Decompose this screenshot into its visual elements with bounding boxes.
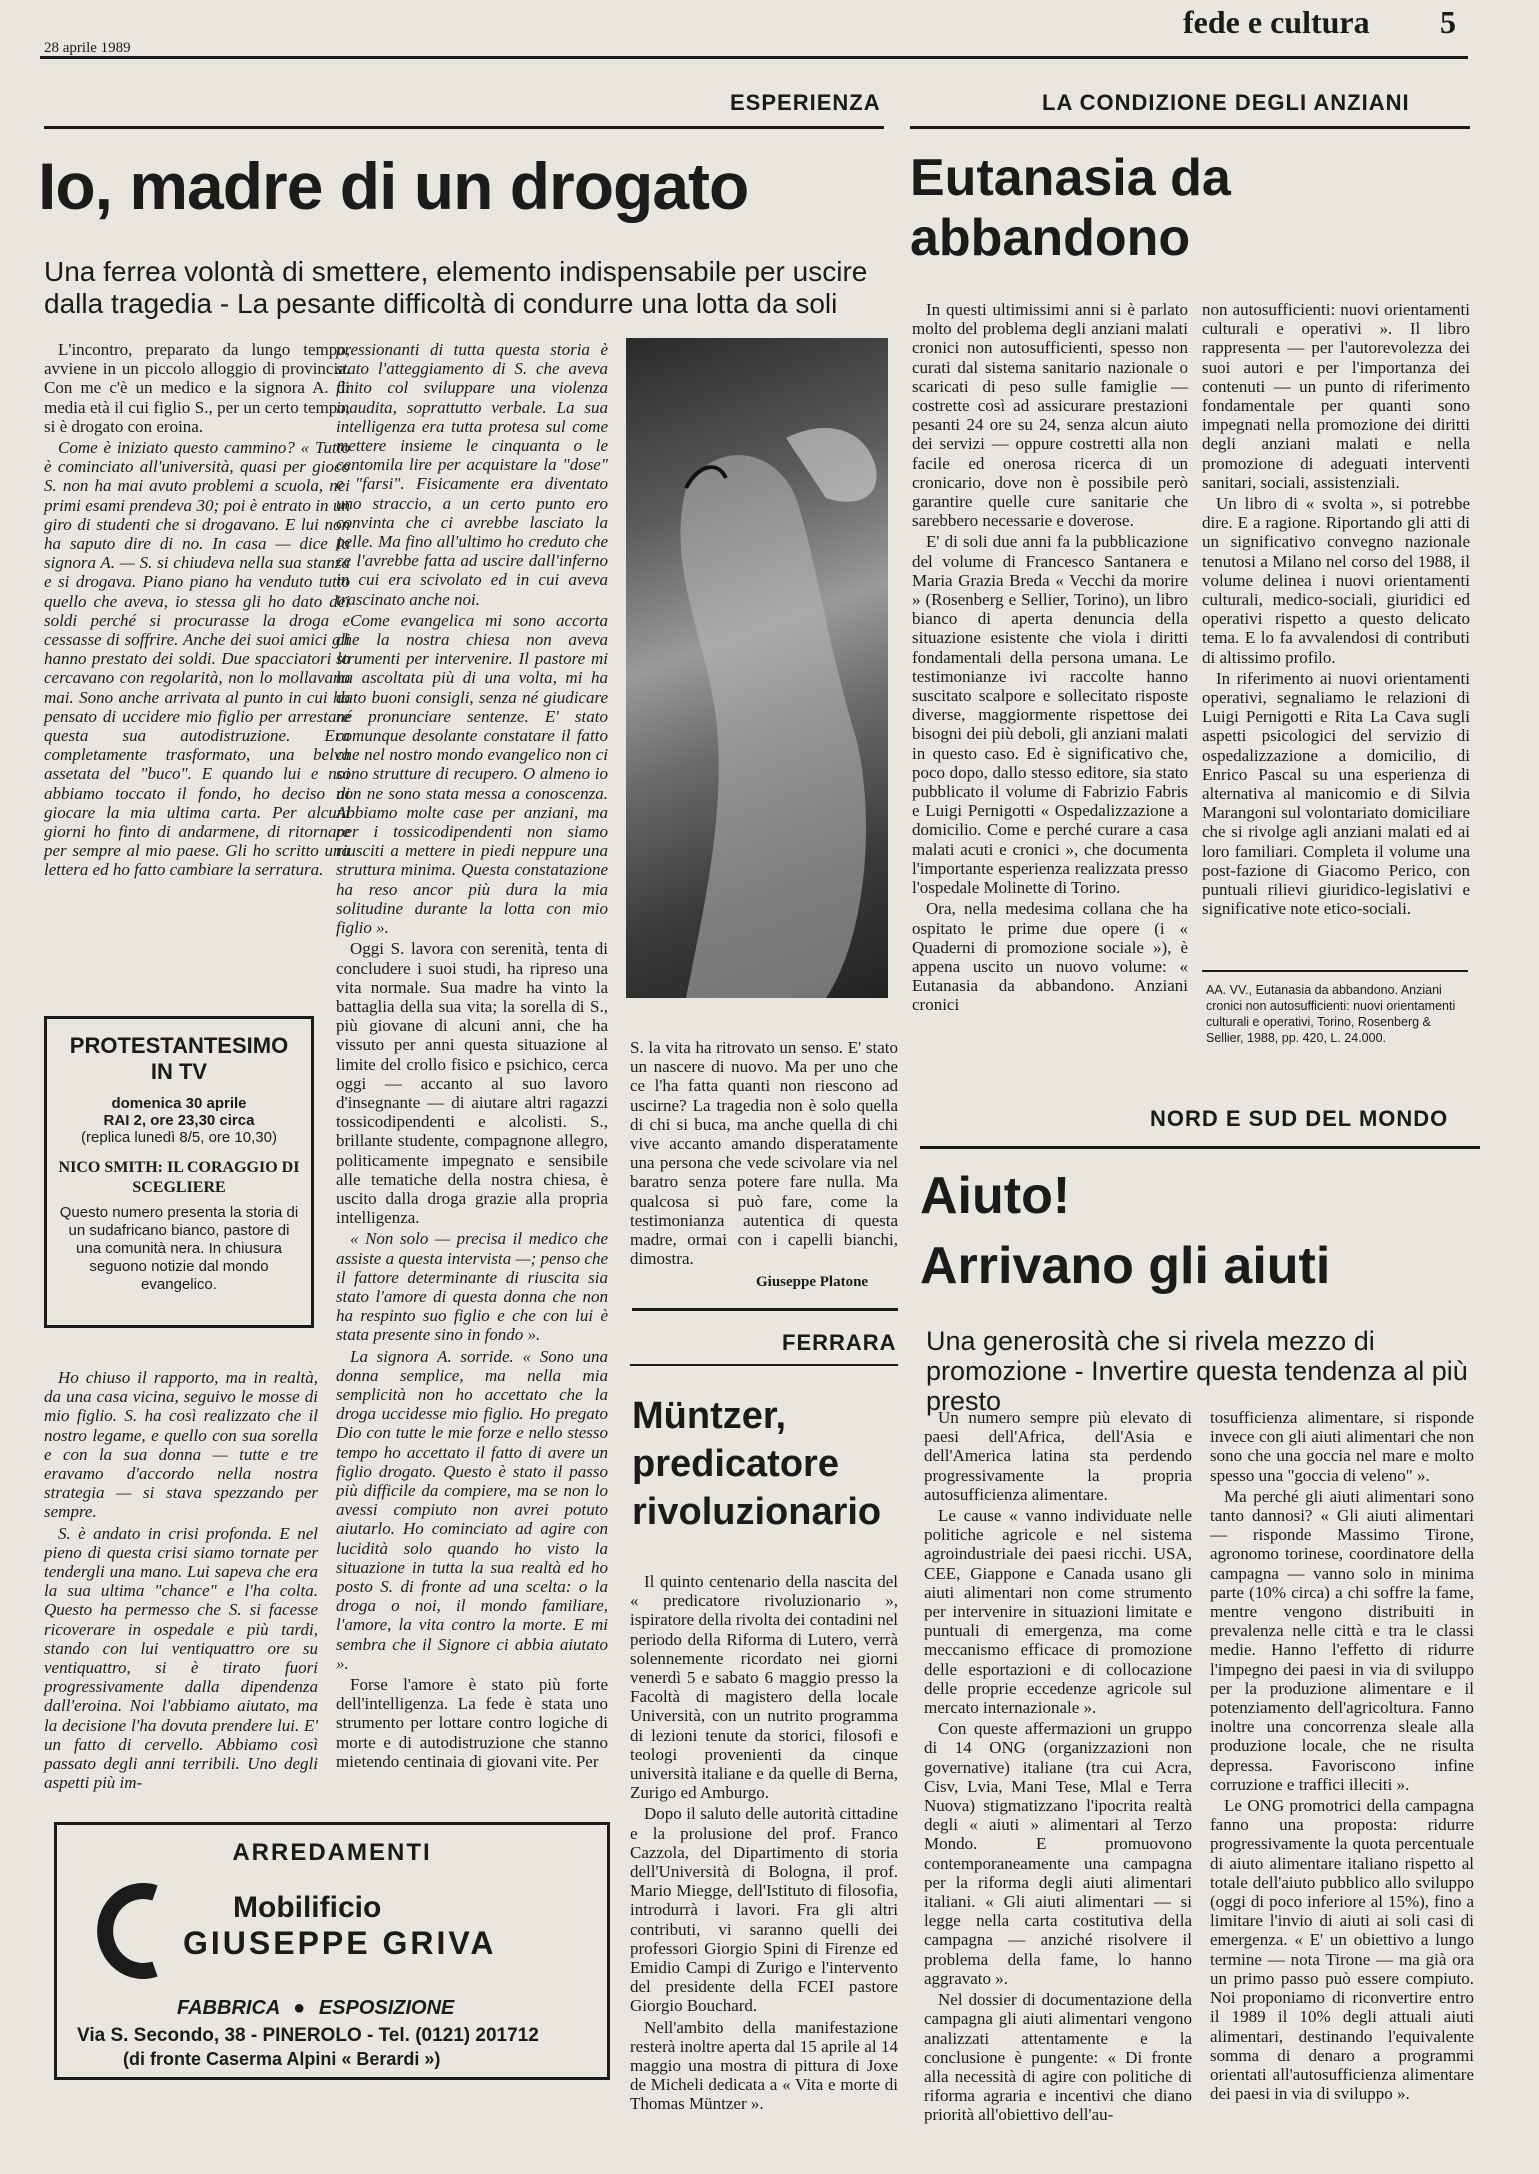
aiuto-title-1: Aiuto! <box>920 1167 1071 1225</box>
paragraph: Come evangelica mi sono accorta che la nostra chiesa non aveva strumenti per intervenire. Il pastore mi ha ascoltata più di una volta, mi ha dato buoni consigli, senza né giudicare né pronunciare sentenze. E' stato comunque desolante constatare il fatto che nel nostro mondo evangelico non ci sono strutture di recupero. O almeno io non ne sono stata messa a conoscenza. Abbiamo molte case per anziani, ma per i tossicodipendenti non siamo riusciti a mettere in piedi neppure una struttura minima. Questa constatazione ha reso ancor più dura la mia solitudine durante la lotta con mio figlio ». <box>336 610 608 938</box>
paragraph: Con queste affermazioni un gruppo di 14 ONG (organizzazioni non governative) italiane (tra cui Acra, Cisv, Lvia, Mani Tese, Mlal e Terra Nuova) stigmatizzano l'ipocrita realtà degli « aiuti » alimentari al Terzo Mondo. E promuovono contemporaneamente una campagna per la riforma degli aiuti alimentari italiani. « Gli aiuti alimentari — si legge nella carta costitutiva della campagna — anziché risolvere il problema della fame, lo hanno aggravato ». <box>924 1719 1192 1988</box>
kicker-rule <box>44 126 884 129</box>
article-column-3 <box>630 1038 898 1270</box>
paragraph: tosufficienza alimentare, si risponde invece con gli aiuti alimentari che non sono che una goccia nel mare e molto spesso una "goccia di veleno" ». <box>1210 1408 1474 1485</box>
tv-program-title: NICO SMITH: IL CORAGGIO DI SCEGLIERE <box>58 1159 300 1196</box>
ad-address: Via S. Secondo, 38 - PINEROLO - Tel. (0121) 201712 <box>77 2025 539 2046</box>
hand-photo-illustration <box>626 338 888 998</box>
tv-box-date: domenica 30 aprile <box>111 1095 247 1112</box>
paragraph: Ma perché gli aiuti alimentari sono tanto dannosi? « Gli aiuti alimentari — risponde Massimo Tirone, agronomo torinese, coordinatore della campagna — vanno solo in minima parte (10% circa) a chi soffre la fame, mentre vengono distribuiti in prevalenza nelle città e tra le classi medie. Hanno l'effetto di ridurre l'impegno dei paesi in via di sviluppo per la produzione alimentare e il potenziamento dell'agricoltura. Fanno inoltre una concorrenza sleale alla produzione locale, che ne risulta depressa. Favoriscono infine corruzione e traffici illeciti ». <box>1210 1486 1474 1794</box>
tv-box-replica: (replica lunedì 8/5, ore 10,30) <box>81 1129 277 1146</box>
aiuto-title-2: Arrivano gli aiuti <box>920 1237 1331 1295</box>
paragraph: Un libro di « svolta », si potrebbe dire. E a ragione. Riportando gli atti di un significativo convegno nazionale tenutosi a Milano nel corso del 1988, il volume delinea i nuovi orientamenti culturali, medico-sociali, giuridici ed operativi rispetto a questo delicato tema. E lo fa avvalendosi di contributi di altissimo profilo. <box>1202 494 1470 667</box>
ferrara-title: Müntzer, predicatore rivoluzionario <box>632 1395 882 1533</box>
article-author: Giuseppe Platone <box>756 1274 869 1290</box>
paragraph: Le cause « vanno individuate nelle politiche agricole e nel sistema agroindustriale dei paesi ricchi. USA, CEE, Giappone e Canada usano gli aiuti alimentari non come strumento per intervenire in situazioni limitate e puntuali di emergenza, ma come meccanismo efficace di promozione delle esportazioni e di collocazione delle proprie eccedenze agricole sul mercato internazionale ». <box>924 1506 1192 1718</box>
paragraph: Ho chiuso il rapporto, ma in realtà, da una casa vicina, seguivo le mosse di mio figlio. S. ha così realizzato che il nostro legame, e quello con sua sorella e con la sua donna — tutte e tre eravamo d'accordo nella nostra strategia — si stava spezzando per sempre. <box>44 1368 318 1522</box>
eutanasia-title: Eutanasia da abbandono <box>910 149 1231 267</box>
aiuto-column-1 <box>924 1408 1192 2127</box>
paragraph: L'incontro, preparato da lungo tempo, avviene in un piccolo alloggio di provincia. Con me c'è un medico e la signora A. di media età il cui figlio S., per un certo tempo, si è drogato con eroina. <box>44 340 350 436</box>
ad-line-fabbrica <box>177 1997 454 2020</box>
paragraph: La signora A. sorride. « Sono una donna semplice, ma nella mia semplicità non ho accettato che la droga uccidesse mio figlio. Ho pregato Dio con tutte le mie forze e nello stesso tempo ho accettato il fatto di avere un figlio drogato. Questo è stato il passo più difficile da compiere, ma se non lo avessi compiuto non avrei potuto aiutarlo. Ho cominciato ad agire con lucidità solo quando ho visto la situazione in tutta la sua realtà ed ho posto S. di fronte ad una scelta: o la droga o noi, il mondo familiare, l'amore, la vita contro la morte. E mi sembra che il Signore ci abbia aiutato ». <box>336 1346 608 1673</box>
furniture-ad <box>54 1822 610 2080</box>
paragraph: S. è andato in crisi profonda. E nel pieno di questa crisi siamo tornate per tendergli una mano. Lui sapeva che era la sua ultima "chance" e l'ha colta. Questo ha permesso che S. si facesse ricoverare in ospedale e più tardi, stando con lui ventiquattro ore su ventiquattro, si è tirato fuori progressivamente dalla dipendenza dall'eroina. Noi l'abbiamo aiutato, ma la decisione l'ha dovuta prendere lui. E' un fatto di cervello. Abbiamo così passato degli anni terribili. Uno degli aspetti più im- <box>44 1523 318 1793</box>
paragraph: Nell'ambito della manifestazione resterà inoltre aperta dal 15 aprile al 14 maggio una mostra di pittura di Joxe de Micheli dedicata a « Vita e morte di Thomas Müntzer ». <box>630 2017 898 2114</box>
kicker-esperienza: ESPERIENZA <box>730 90 881 115</box>
paragraph: Forse l'amore è stato più forte dell'intelligenza. La fede è stata uno strumento per lottare contro logiche di morte e di autodistruzione che stanno mietendo centinaia di giovani vite. Per <box>336 1675 608 1771</box>
tv-box-title: PROTESTANTESIMO IN TV <box>69 1033 289 1084</box>
article-column-2 <box>336 340 608 1773</box>
ad-fabbrica: FABBRICA <box>177 1997 280 2019</box>
paragraph: E' di soli due anni fa la pubblicazione del volume di Francesco Santanera e Maria Grazia Breda « Vecchi da morire » (Rosenberg e Sellier, Torino), un libro bianco di aperta denuncia della situazione esistente che viola i diritti fondamentali della persona umana. Le testimonianze ivi raccolte hanno suscitato scalpore e sollecitato risposte diverse, maggiormente rispettose dei bisogni dei più deboli, gli anziani malati in questo caso. Ed è significativo che, poco dopo, dallo stesso editore, sia stato pubblicato il volume di Fabrizio Fabris e Luigi Pernigotti « Ospedalizzazione a domicilio. Come e perché curare a casa malati acuti e cronici », che documenta l'importante esperienza realizzata presso l'ospedale Molinette di Torino. <box>912 532 1188 898</box>
aiuto-rule <box>920 1146 1480 1149</box>
page-title: Io, madre di un drogato <box>38 149 749 223</box>
paragraph: In questi ultimissimi anni si è parlato molto del problema degli anziani malati cronici non autosufficienti, spesso non curati dal sistema sanitario nazionale o scaricati di peso sulle famiglie — costrette così ad assicurare prestazioni pesanti 24 ore su 24, senza alcun aiuto dei servizi — oppure costretti alla non facile ed onerosa ricerca di un cronicario, dove non è possibile però garantire quelle cure sanitarie che sarebbero necessarie e doverose. <box>912 300 1188 531</box>
eutanasia-column-2 <box>1202 300 1470 921</box>
paragraph: Oggi S. lavora con serenità, tenta di concludere i suoi studi, ha ripreso una vita normale. Sua madre ha vinto la battaglia della sua vita; la sorella di S., più giovane di alcuni anni, che ha vissuto per anni questa situazione al limite del crollo fisico e psichico, cerca oggi — accanto al suo lavoro d'insegnante — di aiutare altri ragazzi tossicodipendenti e alcolisti. S., brillante studente, compagnone allegro, politicamente impegnato e sensibile alle tematiche della nostra chiesa, è uscito dalla droga grazie alla propria intelligenza. <box>336 939 608 1228</box>
aiuto-column-2 <box>1210 1408 1474 2105</box>
ad-brand-top: Mobilificio <box>233 1891 382 1924</box>
ad-esposizione: ESPOSIZIONE <box>318 1997 455 2019</box>
paragraph: Come è iniziato questo cammino? « Tutto è cominciato all'università, quasi per gioco S. non ha mai avuto problemi a scuola, nei primi esami prendeva 30; poi è entrato in un giro di studenti che si drogavano. E lui non ha saputo dire di no. In casa — dice la signora A. — S. si chiudeva nella sua stanza e si drogava. Piano piano ha venduto tutto quello che aveva, io stessa gli ho dato dei soldi perché si procurasse la droga e cessasse di soffrire. Anche dei suoi amici gli hanno prestato dei soldi. Due spacciatori lo cercavano con regolarità, non lo mollavano mai. Sono anche arrivata al punto in cui ho pensato di uccidere mio figlio per arrestare questa sua autodistruzione. Era completamente trasformato, una belva assetata del "buco". E quando lui e noi abbiamo toccato il fondo, ho deciso di giocare la mia ultima carta. Per alcuni giorni ho finto di andarmene, di ritornare per sempre al mio paese. Gli ho scritto una lettera ed ho fatto cambiare la serratura. <box>44 438 350 880</box>
biblio-note: AA. VV., Eutanasia da abbandono. Anziani cronici non autosufficienti: nuovi orientamenti culturali e operativi, Torino, Rosenberg & Sellier, 1988, pp. 420, L. 24.000. <box>1206 983 1456 1045</box>
ad-headline: ARREDAMENTI <box>232 1839 432 1866</box>
issue-date: 28 aprile 1989 <box>44 40 131 56</box>
paragraph: Ora, nella medesima collana che ha ospitato le prime due opere (i « Quaderni di promozione sociale »), è appena uscito un nuovo volume: « Eutanasia da abbandono. Anziani cronici <box>912 899 1188 1015</box>
paragraph: In riferimento ai nuovi orientamenti operativi, segnaliamo le relazioni di Luigi Pernigotti e Rita La Cava sugli aspetti psicologici del servizio di ospedalizzazione a domicilio, di Enrico Pascal su una esperienza di alternativa al manicomio e di Silvia Marangoni sul volontariato domiciliare che si rivolge agli anziani malati ed ai loro familiari. Completa il volume una post-fazione di Giacomo Perico, con puntuali rilievi giuridico-legislativi e significative note etico-sociali. <box>1202 668 1470 919</box>
page-number: 5 <box>1440 4 1456 40</box>
ferrara-rule <box>630 1364 898 1366</box>
tv-box-channel: RAI 2, ore 23,30 circa <box>103 1112 255 1129</box>
tv-box <box>44 1016 314 1328</box>
biblio-rule <box>1202 970 1468 972</box>
paragraph: pressionanti di tutta questa storia è stato l'atteggiamento di S. che aveva finito col sviluppare una violenza inaudita, soprattutto verbale. La sua intelligenza era tutta protesa sul come mettere insieme le cinquanta o le centomila lire per acquistare la "dose" e "farsi". Fisicamente era diventato uno straccio, a un certo punto ero convinta che ci avrebbe lasciato la pelle. Ma fino all'ultimo ho creduto che ce l'avrebbe fatta ad uscire dall'inferno in cui era scivolato ed in cui aveva trascinato anche noi. <box>336 340 608 609</box>
header-rule <box>40 56 1468 59</box>
tv-program-description: Questo numero presenta la storia di un sudafricano bianco, pastore di una comunità nera. In chiusura seguono notizie dal mondo evangelico. <box>59 1204 299 1293</box>
ferrara-body <box>630 1572 898 2116</box>
kicker-ferrara: FERRARA <box>782 1330 897 1355</box>
paragraph: Nel dossier di documentazione della campagna gli aiuti alimentari vengono analizzati attentamente e la conclusione è pungente: « Di fronte alla necessità di agire con politiche di riforma agraria e incentivi che diano priorità all'obiettivo dell'au- <box>924 1990 1192 2125</box>
bullet-icon: ● <box>293 1997 306 2019</box>
kicker-nord-sud: NORD E SUD DEL MONDO <box>1150 1106 1449 1131</box>
paragraph: « Non solo — precisa il medico che assiste a questa intervista —; penso che il fattore determinante di riuscita sia stato l'amore di questa donna che non ha respinto suo figlio e che con lui è stata presente sino in fondo ». <box>336 1229 608 1345</box>
aiuto-subtitle: Una generosità che si rivela mezzo di promozione - Invertire questa tendenza al più presto <box>926 1326 1468 1416</box>
kicker-rule-right <box>910 126 1470 129</box>
paragraph: Un numero sempre più elevato di paesi dell'Africa, dell'Asia e dell'America latina sta perdendo progressivamente la propria autosufficienza alimentare. <box>924 1408 1192 1504</box>
section-name: fede e cultura <box>1183 4 1370 40</box>
paragraph: non autosufficienti: nuovi orientamenti culturali e operativi ». Il libro rappresenta — per l'autorevolezza dei suoi autori e per l'importanza dei contenuti — un punto di riferimento fondamentale per quanti sono impegnati nella promozione dei diritti degli anziani malati e nella promozione di adeguati interventi sanitari, sociali, assistenziali. <box>1202 300 1470 492</box>
divider <box>632 1308 898 1311</box>
paragraph: Il quinto centenario della nascita del « predicatore rivoluzionario », ispiratore della rivolta dei contadini nel periodo della Riforma di Lutero, verrà solennemente ricordato nei giorni venerdì 5 e sabato 6 maggio presso la Facoltà di magistero della locale Università, con un nutrito programma di lezioni tenute da storici, filosofi e teologi provenienti da cinque università italiane e da quelle di Berna, Zurigo ed Amburgo. <box>630 1572 898 1803</box>
eutanasia-column-1 <box>912 300 1188 1017</box>
article-photo <box>626 338 888 998</box>
ad-note: (di fronte Caserma Alpini « Berardi ») <box>123 2049 441 2069</box>
paragraph: Le ONG promotrici della campagna fanno una proposta: ridurre progressivamente la quota percentuale di aiuto alimentare italiano rispetto al totale dell'aiuto pubblico allo sviluppo (oggi di poco inferiore al 15%), fino a limitare l'invio di aiuti ai soli casi di emergenza. « E' un obiettivo a lungo termine — nota Tirone — ma già ora un primo passo può essere compiuto. Noi proponiamo di riconvertire entro il 1989 il 10% degli attuali aiuti alimentari, destinando l'equivalente somma di denaro a programmi orientati all'autosufficienza alimentare dei paesi in via di sviluppo ». <box>1210 1796 1474 2104</box>
griva-logo-icon <box>85 1883 165 1979</box>
article-subtitle: Una ferrea volontà di smettere, elemento indispensabile per uscire dalla tragedia - La pesante difficoltà di condurre una lotta da soli <box>44 256 868 319</box>
article-column-1-lower <box>44 1368 318 1794</box>
article-column-1 <box>44 340 350 882</box>
ad-brand-name: GIUSEPPE GRIVA <box>183 1925 497 1961</box>
paragraph: S. la vita ha ritrovato un senso. E' stato un nascere di nuovo. Ma per uno che ce l'ha fatta quanti non riescono ad uscirne? La tragedia non è solo quella di chi si buca, ma anche quella di chi vive accanto amando disperatamente una persona che vede scivolare via nel baratro senza potere fare nulla. Ma qualcosa si può fare, come la testimonianza autentica di questa madre, ormai con i capelli bianchi, dimostra. <box>630 1038 898 1269</box>
paragraph: Dopo il saluto delle autorità cittadine e la prolusione del prof. Franco Cazzola, del Dipartimento di storia dell'Università di Bologna, il prof. Mario Miegge, dell'Istituto di filosofia, introdurrà i lavori. Fra gli altri contributi, vi saranno quelli dei professori Giorgio Spini di Firenze ed Emidio Campi di Zurigo e l'intervento del presidente della FCEI pastore Giorgio Bouchard. <box>630 1804 898 2016</box>
kicker-anziani: LA CONDIZIONE DEGLI ANZIANI <box>1042 90 1410 115</box>
